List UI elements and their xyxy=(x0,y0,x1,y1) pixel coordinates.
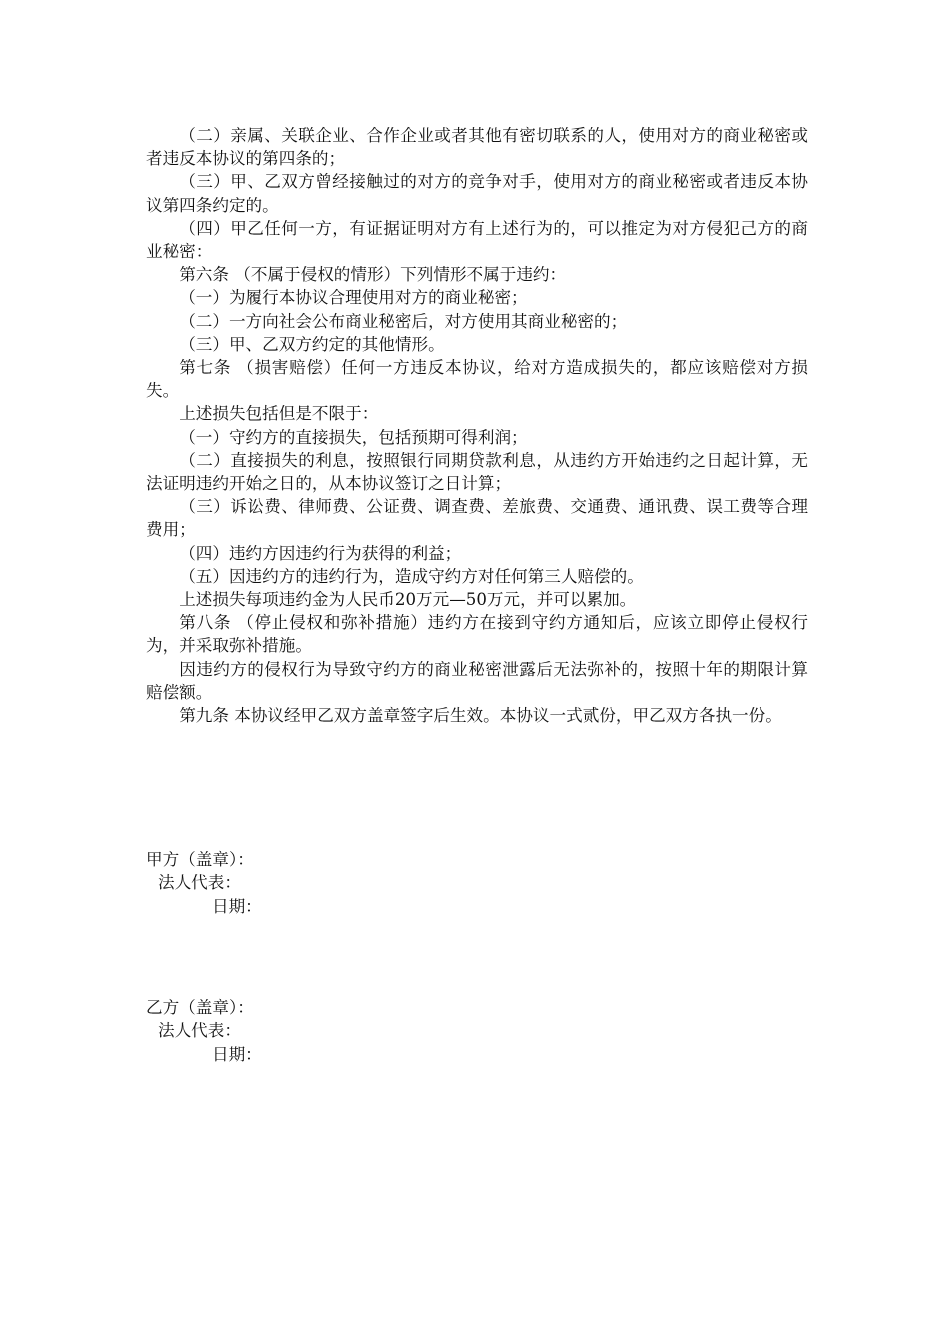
party-b-date-label: 日期： xyxy=(212,1044,262,1064)
clause-paragraph: （一）为履行本协议合理使用对方的商业秘密； xyxy=(179,288,528,308)
clause-paragraph: （二）亲属、关联企业、合作企业或者其他有密切联系的人，使用对方的商业秘密或者违反本协议的第四条的； xyxy=(146,126,808,169)
party-a-representative-label: 法人代表： xyxy=(158,873,241,893)
signature-block-party-a xyxy=(146,848,262,918)
article-8-heading: 第八条 （停止侵权和弥补措施）违约方在接到守约方通知后，应该立即停止侵权行为，并采取弥补措施。 xyxy=(146,613,808,656)
clause-paragraph: （三）甲、乙双方曾经接触过的对方的竞争对手，使用对方的商业秘密或者违反本协议第四条约定的。 xyxy=(146,172,808,215)
party-b-representative-label: 法人代表： xyxy=(158,1021,241,1041)
clause-paragraph: （三）诉讼费、律师费、公证费、调查费、差旅费、交通费、通讯费、误工费等合理费用； xyxy=(146,497,808,540)
clause-paragraph: （一）守约方的直接损失，包括预期可得利润； xyxy=(179,427,528,447)
article-6-heading: 第六条 （不属于侵权的情形）下列情形不属于违约： xyxy=(179,265,567,285)
clause-paragraph: （四）违约方因违约行为获得的利益； xyxy=(179,543,462,563)
agreement-body xyxy=(146,124,808,727)
clause-paragraph: 上述损失每项违约金为人民币20万元—50万元，并可以累加。 xyxy=(179,590,637,610)
clause-paragraph: 上述损失包括但是不限于： xyxy=(179,404,379,424)
party-a-seal-label: 甲方（盖章）： xyxy=(146,850,254,869)
clause-paragraph: 因违约方的侵权行为导致守约方的商业秘密泄露后无法弥补的，按照十年的期限计算赔偿额。 xyxy=(146,659,808,702)
party-a-date-label: 日期： xyxy=(212,896,262,916)
clause-paragraph: （四）甲乙任何一方，有证据证明对方有上述行为的，可以推定为对方侵犯己方的商业秘密： xyxy=(146,218,808,262)
clause-paragraph: （二）直接损失的利息，按照银行同期贷款利息，从违约方开始违约之日起计算，无法证明违约开始之日的，从本协议签订之日计算； xyxy=(146,450,808,494)
party-b-seal-label: 乙方（盖章）： xyxy=(146,998,254,1017)
clause-paragraph: （五）因违约方的违约行为，造成守约方对任何第三人赔偿的。 xyxy=(179,566,644,586)
clause-paragraph: （二）一方向社会公布商业秘密后，对方使用其商业秘密的； xyxy=(179,311,628,331)
signature-block-party-b xyxy=(146,996,262,1066)
article-9-heading: 第九条 本协议经甲乙双方盖章签字后生效。本协议一式贰份，甲乙双方各执一份。 xyxy=(179,706,782,726)
clause-paragraph: （三）甲、乙双方约定的其他情形。 xyxy=(179,334,445,354)
article-7-heading: 第七条 （损害赔偿）任何一方违反本协议，给对方造成损失的，都应该赔偿对方损失。 xyxy=(146,358,808,401)
